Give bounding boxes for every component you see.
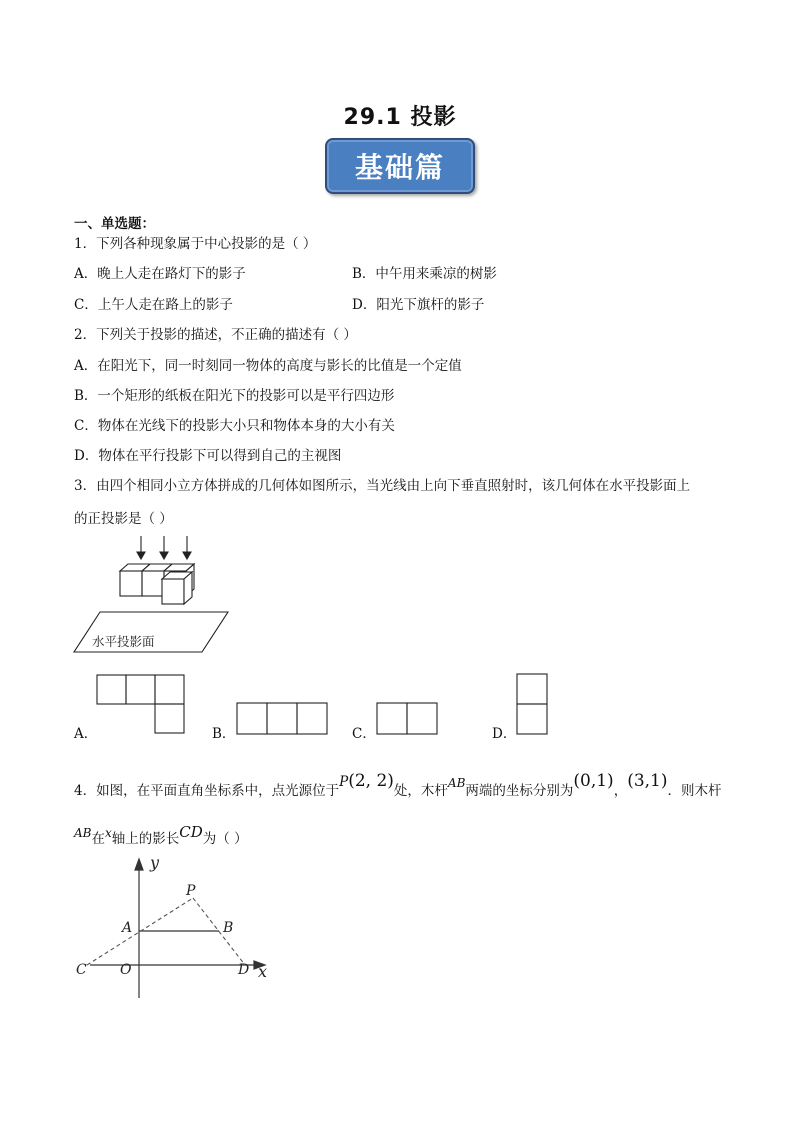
q4-comma: ， — [613, 783, 628, 799]
q2-stem: 2．下列关于投影的描述，不正确的描述有（ ） — [74, 327, 357, 343]
point-d-label: D — [238, 962, 250, 978]
q4-coordinate-figure — [70, 852, 280, 1004]
x-axis-label: x — [258, 962, 268, 981]
q2-option-a: A．在阳光下，同一时刻同一物体的高度与影长的比值是一个定值 — [74, 358, 462, 374]
q4-text-part3: 两端的坐标分别为 — [465, 783, 574, 799]
q1-option-c: C．上午人走在路上的影子 — [74, 297, 233, 313]
q4-text-in: 在 — [91, 831, 105, 847]
plane-label: 水平投影面 — [92, 634, 155, 649]
q3-option-d-label: D． — [492, 726, 517, 742]
q3-cube-figure — [70, 532, 240, 657]
q3-stem-line2: 的正投影是（ ） — [74, 511, 173, 527]
q2-option-b: B．一个矩形的纸板在阳光下的投影可以是平行四边形 — [74, 388, 395, 404]
q4-text-end: 为（ ） — [202, 831, 248, 847]
q4-light-source — [339, 771, 394, 791]
q3-option-c-figure — [376, 701, 440, 737]
q3-stem-line1: 3．由四个相同小立方体拼成的几何体如图所示，当光线由上向下垂直照射时，该几何体在水平投影面上 — [74, 478, 691, 494]
q3-option-a-figure — [96, 673, 188, 737]
level-badge: 基础篇 — [325, 138, 475, 194]
point-c-label: C — [76, 962, 87, 978]
point-p: P — [339, 774, 349, 790]
segment-ab: AB — [447, 776, 466, 790]
q4-text-part1: 4．如图，在平面直角坐标系中，点光源位于 — [74, 783, 340, 799]
q4-text-axis: 轴上的影长 — [111, 831, 180, 847]
section-heading: 一、单选题： — [74, 216, 155, 232]
q1-option-d: D．阳光下旗杆的影子 — [352, 297, 485, 313]
q3-option-b-figure — [236, 701, 330, 737]
segment-ab-2: AB — [74, 826, 92, 840]
point-a-label: A — [122, 920, 133, 936]
coord-b: (3,1) — [627, 771, 668, 791]
point-p-label: P — [186, 883, 196, 899]
q1-option-b: B．中午用来乘凉的树影 — [352, 266, 497, 282]
origin-label: O — [120, 962, 132, 978]
y-axis-label: y — [150, 853, 160, 872]
q1-option-a: A．晚上人走在路灯下的影子 — [74, 266, 246, 282]
q3-option-b-label: B． — [212, 726, 236, 742]
q4-stem-line1 — [74, 771, 722, 800]
segment-cd: CD — [179, 823, 203, 841]
q3-option-c-label: C． — [352, 726, 376, 742]
q1-stem: 1．下列各种现象属于中心投影的是（ ） — [74, 236, 317, 252]
x-variable: x — [104, 826, 112, 840]
q4-text-part2: 处，木杆 — [393, 783, 448, 799]
point-b-label: B — [223, 920, 234, 936]
q2-option-c: C．物体在光线下的投影大小只和物体本身的大小有关 — [74, 418, 395, 434]
q3-option-a-label: A． — [74, 726, 98, 742]
q3-option-d-figure — [515, 672, 551, 736]
q2-option-d: D．物体在平行投影下可以得到自己的主视图 — [74, 448, 342, 464]
point-p-coords: (2, 2) — [348, 771, 394, 791]
coord-a: (0,1) — [573, 771, 614, 791]
q4-text-part4: ．则木杆 — [667, 783, 722, 799]
q4-stem-line2 — [74, 823, 248, 848]
page-title: 29.1 投影 — [343, 105, 457, 130]
